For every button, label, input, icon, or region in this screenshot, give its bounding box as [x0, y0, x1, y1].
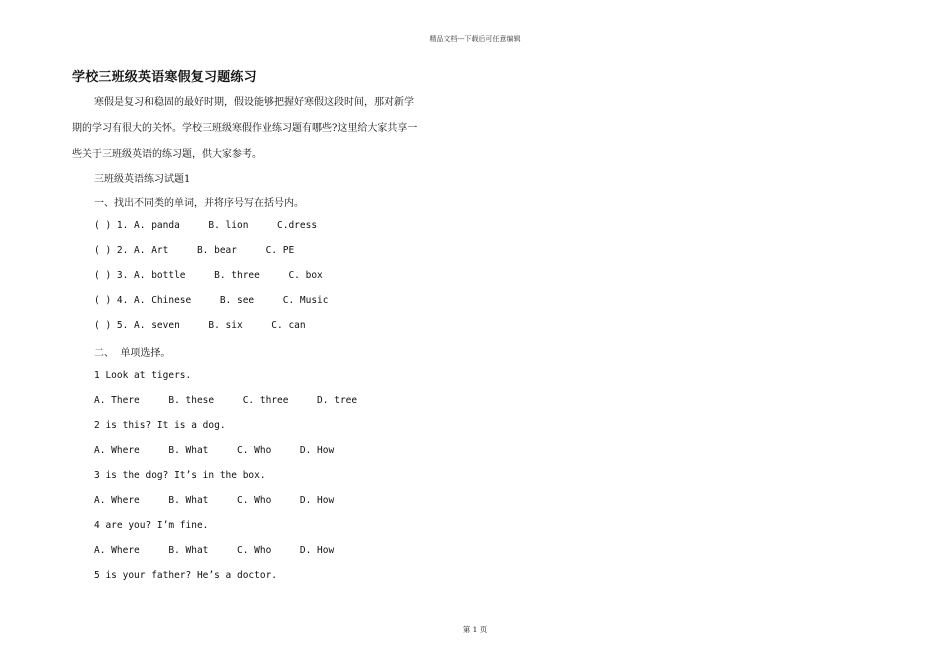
page-header-note: 精品文档---下载后可任意编辑: [429, 35, 521, 43]
question-text: 1 Look at tigers.: [94, 370, 192, 381]
section1-item: ( ) 5. A. seven B. six C. can: [94, 320, 306, 331]
section1-item: ( ) 3. A. bottle B. three C. box: [94, 270, 323, 281]
intro-line: 些关于三班级英语的练习题，供大家参考。: [72, 149, 262, 160]
section1-item: ( ) 4. A. Chinese B. see C. Music: [94, 295, 329, 306]
question-options: A. There B. these C. three D. tree: [94, 395, 358, 406]
section1-item: ( ) 1. A. panda B. lion C.dress: [94, 220, 318, 231]
question-text: 5 is your father? He’s a doctor.: [94, 570, 278, 581]
question-options: A. Where B. What C. Who D. How: [94, 545, 335, 556]
intro-line: 寒假是复习和稳固的最好时期，假设能够把握好寒假这段时间，那对新学: [94, 97, 414, 108]
section1-heading: 一、找出不同类的单词，并将序号写在括号内。: [94, 198, 304, 209]
question-text: 2 is this? It is a dog.: [94, 420, 226, 431]
page-number: 第 1 页: [462, 625, 488, 634]
question-options: A. Where B. What C. Who D. How: [94, 495, 335, 506]
question-text: 3 is the dog? It’s in the box.: [94, 470, 266, 481]
intro-line: 期的学习有很大的关怀。学校三班级寒假作业练习题有哪些?这里给大家共享一: [72, 123, 418, 134]
question-text: 4 are you? I’m fine.: [94, 520, 209, 531]
document-title: 学校三班级英语寒假复习题练习: [72, 70, 257, 85]
section1-item: ( ) 2. A. Art B. bear C. PE: [94, 245, 295, 256]
section2-heading: 二、 单项选择。: [94, 348, 171, 359]
question-options: A. Where B. What C. Who D. How: [94, 445, 335, 456]
intro-paragraph: [72, 90, 472, 168]
exercise-title: 三班级英语练习试题1: [94, 174, 191, 185]
